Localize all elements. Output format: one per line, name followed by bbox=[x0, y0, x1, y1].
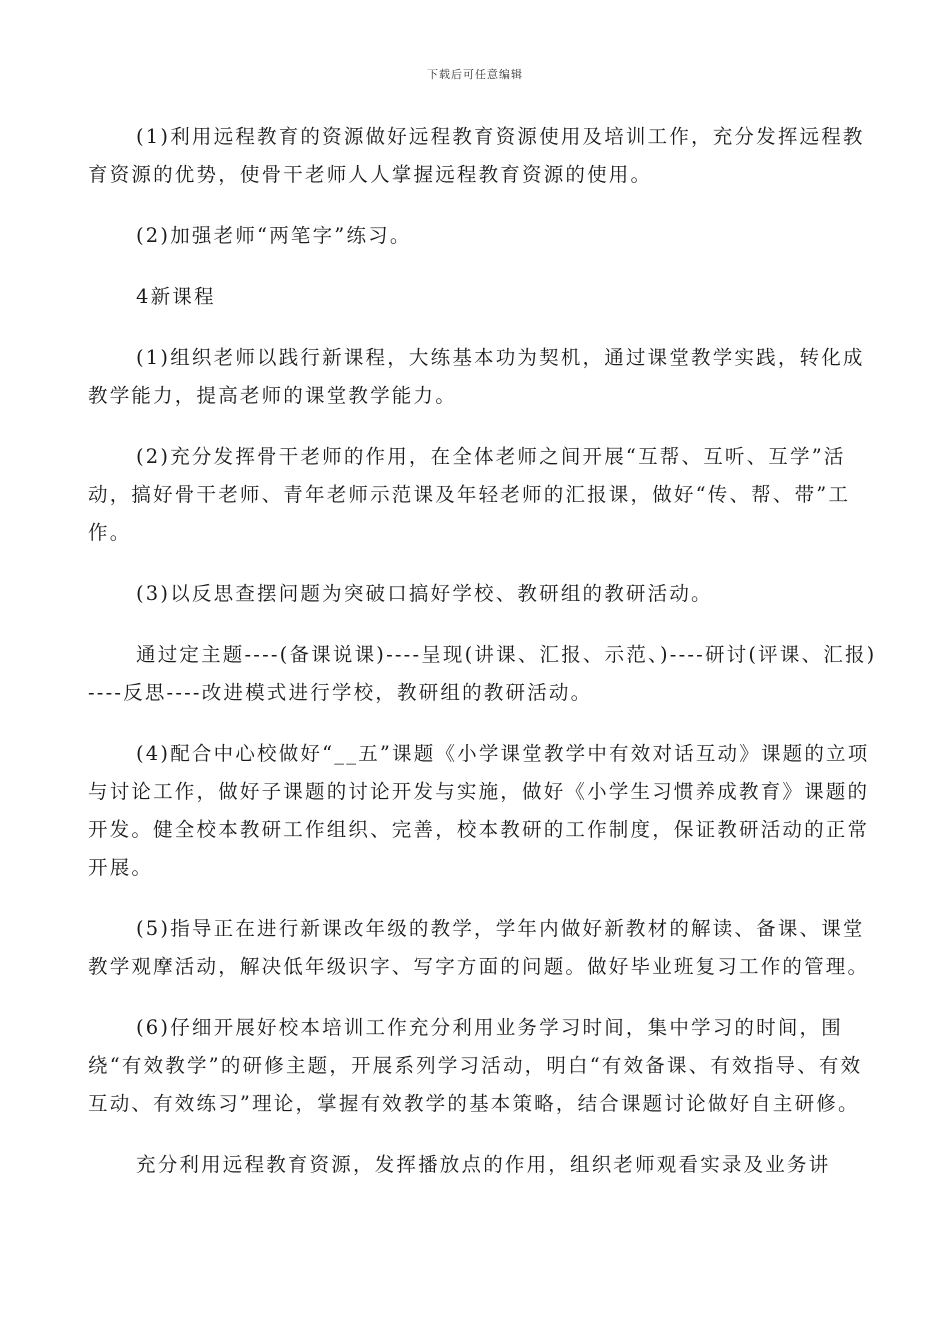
paragraph-school-training: (6)仔细开展好校本培训工作充分利用业务学习时间，集中学习的时间，围绕“有效教学”的研修主题，开展系列学习活动，明白“有效备课、有效指导、有效互动、有效练习”理论，掌握有效教学的基本策略，结合课题讨论做好自主研修。 bbox=[88, 1016, 863, 1115]
page-header: 下载后可任意编辑 bbox=[427, 68, 523, 81]
paragraph-remote-education: (1)利用远程教育的资源做好远程教育资源使用及培训工作，充分发挥远程教育资源的优势，使骨干老师人人掌握远程教育资源的使用。 bbox=[88, 125, 865, 186]
section-heading-new-curriculum: 4新课程 bbox=[136, 285, 216, 308]
paragraph-reflection-research: (3)以反思查摆问题为突破口搞好学校、教研组的教研活动。 bbox=[136, 582, 713, 605]
paragraph-project-research: (4)配合中心校做好“__五”课题《小学课堂教学中有效对话互动》课题的立项与讨论工作，做好子课题的讨论开发与实施，做好《小学生习惯养成教育》课题的开发。健全校本教研工作组织、完善，校本教研的工作制度，保证教研活动的正常开展。 bbox=[88, 742, 870, 879]
paragraph-basic-skills: (1)组织老师以践行新课程，大练基本功为契机，通过课堂教学实践，转化成教学能力，提高老师的课堂教学能力。 bbox=[88, 346, 865, 407]
paragraph-curriculum-reform: (5)指导正在进行新课改年级的教学，学年内做好新教材的解读、备课、课堂教学观摩活动，解决低年级识字、写字方面的问题。做好毕业班复习工作的管理。 bbox=[88, 917, 870, 978]
paragraph-remote-resources: 充分利用远程教育资源，发挥播放点的作用，组织老师观看实录及业务讲 bbox=[136, 1153, 831, 1176]
paragraph-handwriting-practice: (2)加强老师“两笔字”练习。 bbox=[136, 224, 412, 247]
document-body bbox=[88, 118, 878, 1207]
paragraph-backbone-teachers: (2)充分发挥骨干老师的作用，在全体老师之间开展“互帮、互听、互学”活动，搞好骨干老师、青年老师示范课及年轻老师的汇报课，做好“传、帮、带”工作。 bbox=[88, 445, 851, 544]
paragraph-research-model: 通过定主题----(备课说课)----呈现(讲课、汇报、示范、)----研讨(评课、汇报)----反思----改进模式进行学校，教研组的教研活动。 bbox=[88, 643, 877, 704]
